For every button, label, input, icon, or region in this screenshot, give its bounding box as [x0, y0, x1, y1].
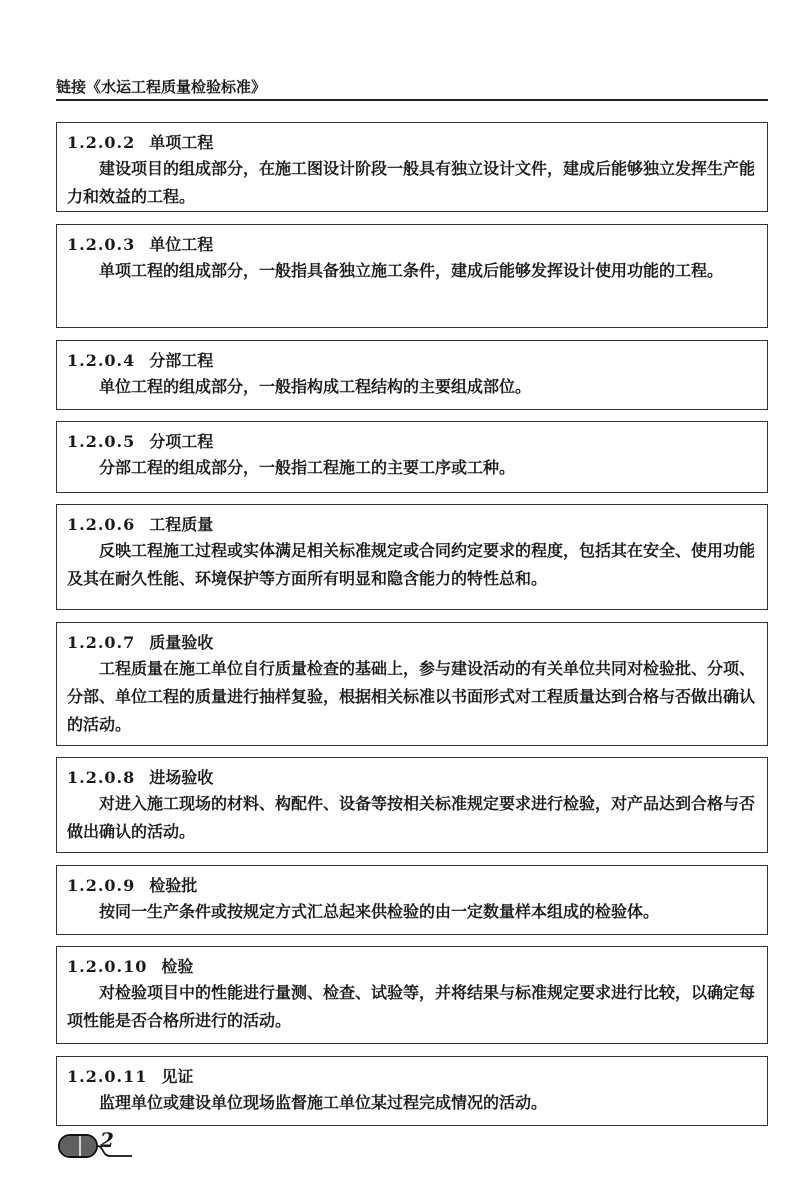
entry-heading [67, 955, 755, 979]
entry-heading [67, 430, 755, 454]
entry-heading [67, 513, 755, 537]
entry-term: 检验 [161, 957, 194, 976]
header-rule [56, 99, 768, 101]
entry-number: 1.2.0.6 [67, 515, 136, 534]
entry-1-2-0-8 [56, 757, 768, 853]
entry-definition: 建设项目的组成部分，在施工图设计阶段一般具有独立设计文件，建成后能够独立发挥生产能力和效益的工程。 [67, 159, 756, 206]
running-header: 链接《水运工程质量检验标准》 [56, 78, 267, 96]
entry-1-2-0-6 [56, 504, 768, 610]
entry-term: 检验批 [149, 876, 198, 895]
entry-definition: 监理单位或建设单位现场监督施工单位某过程完成情况的活动。 [99, 1093, 548, 1112]
entry-number: 1.2.0.4 [67, 351, 136, 370]
entry-heading [67, 874, 755, 898]
entry-1-2-0-9 [56, 865, 768, 935]
entry-heading [67, 233, 755, 257]
entry-heading [67, 631, 755, 655]
entry-term: 见证 [161, 1067, 194, 1086]
entry-definition: 分部工程的组成部分，一般指工程施工的主要工序或工种。 [99, 458, 516, 477]
entry-number: 1.2.0.5 [67, 432, 136, 451]
entry-definition: 按同一生产条件或按规定方式汇总起来供检验的由一定数量样本组成的检验体。 [99, 902, 660, 921]
entry-number: 1.2.0.7 [67, 633, 136, 652]
entry-1-2-0-4 [56, 340, 768, 410]
entry-definition: 工程质量在施工单位自行质量检查的基础上，参与建设活动的有关单位共同对检验批、分项、分部、单位工程的质量进行抽样复验，根据相关标准以书面形式对工程质量达到合格与否做出确认的活动。 [67, 659, 756, 734]
entry-number: 1.2.0.2 [67, 133, 136, 152]
entry-heading [67, 131, 755, 155]
entry-term: 单位工程 [149, 235, 214, 254]
entry-term: 质量验收 [149, 633, 214, 652]
entry-definition: 对检验项目中的性能进行量测、检查、试验等，并将结果与标准规定要求进行比较，以确定每项性能是否合格所进行的活动。 [67, 983, 756, 1030]
entry-1-2-0-3 [56, 224, 768, 328]
entry-term: 工程质量 [149, 515, 214, 534]
entry-number: 1.2.0.8 [67, 768, 136, 787]
entry-heading [67, 1065, 755, 1089]
entry-term: 分项工程 [149, 432, 214, 451]
entry-definition: 单位工程的组成部分，一般指构成工程结构的主要组成部位。 [99, 377, 532, 396]
page-number: 2 [100, 1128, 114, 1152]
entry-number: 1.2.0.11 [67, 1067, 148, 1086]
entry-heading [67, 349, 755, 373]
entry-1-2-0-2 [56, 122, 768, 212]
entry-1-2-0-11 [56, 1056, 768, 1126]
entry-1-2-0-7 [56, 622, 768, 746]
entry-number: 1.2.0.10 [67, 957, 148, 976]
entry-number: 1.2.0.3 [67, 235, 136, 254]
entry-number: 1.2.0.9 [67, 876, 136, 895]
entry-1-2-0-10 [56, 946, 768, 1044]
entry-1-2-0-5 [56, 421, 768, 493]
entry-definition: 对进入施工现场的材料、构配件、设备等按相关标准规定要求进行检验，对产品达到合格与否做出确认的活动。 [67, 794, 756, 841]
entry-term: 分部工程 [149, 351, 214, 370]
entry-term: 单项工程 [149, 133, 214, 152]
entry-definition: 反映工程施工过程或实体满足相关标准规定或合同约定要求的程度，包括其在安全、使用功能及其在耐久性能、环境保护等方面所有明显和隐含能力的特性总和。 [67, 541, 756, 588]
entry-definition: 单项工程的组成部分，一般指具备独立施工条件，建成后能够发挥设计使用功能的工程。 [99, 261, 724, 280]
entry-heading [67, 766, 755, 790]
entry-term: 进场验收 [149, 768, 214, 787]
